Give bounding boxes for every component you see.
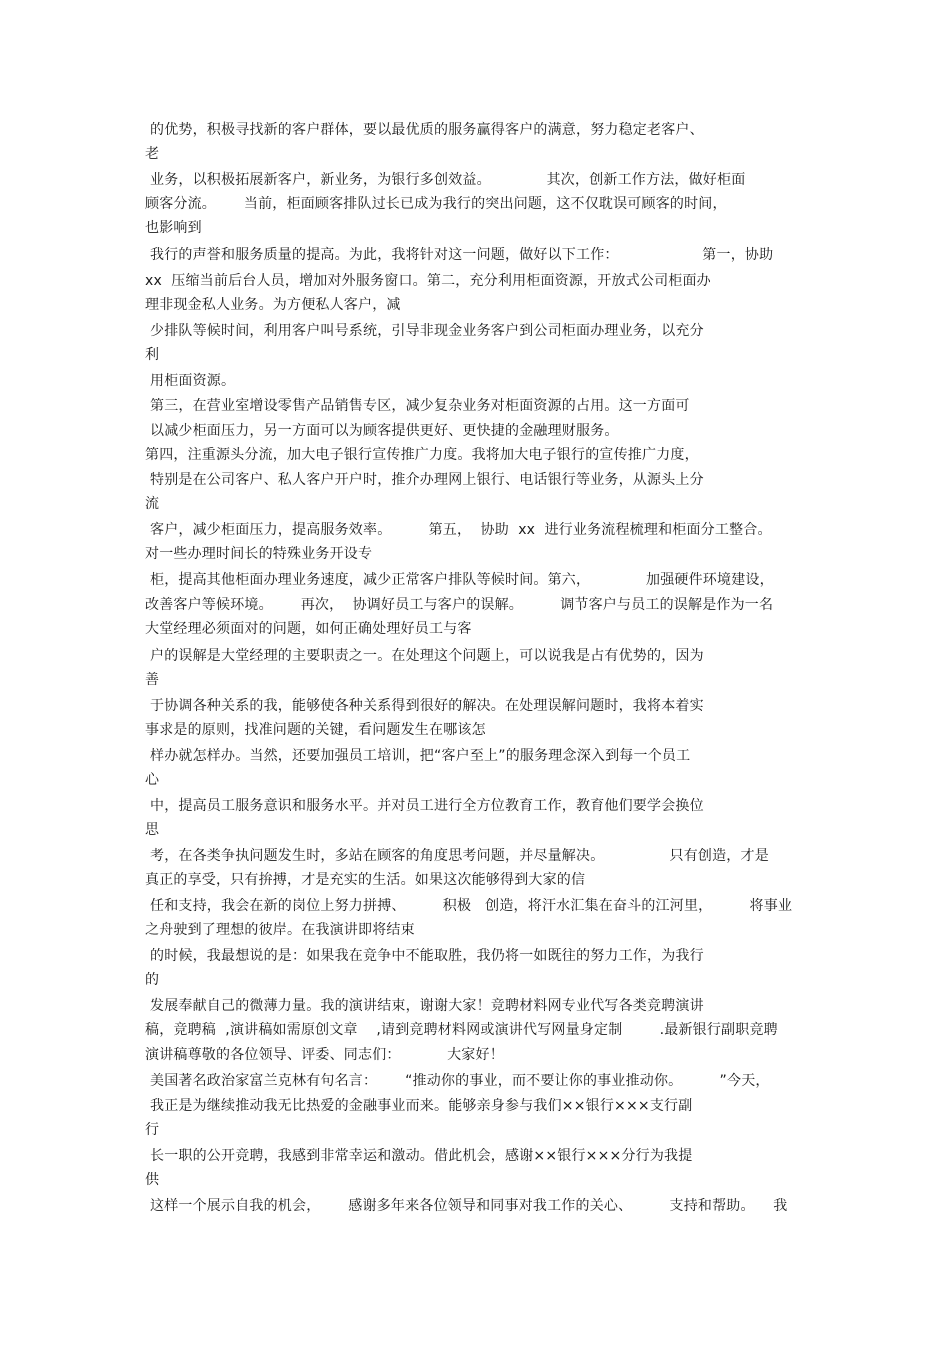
text-line-28: 中，提高员工服务意识和服务水平。并对员工进行全方位教育工作，教育他们要学会换位 bbox=[150, 798, 704, 814]
text-line-10: 利 bbox=[145, 347, 160, 363]
text-line-30: 考，在各类争执问题发生时，多站在顾客的角度思考问题，并尽量解决。 只有创造，才是 bbox=[150, 848, 769, 864]
text-line-7: xx 压缩当前后台人员，增加对外服务窗口。第二，充分利用柜面资源，开放式公司柜面办 bbox=[145, 273, 711, 289]
text-line-6: 我行的声誉和服务质量的提高。为此，我将针对这一问题，做好以下工作： 第一，协助 bbox=[150, 247, 774, 263]
text-line-1: 的优势，积极寻找新的客户群体，要以最优质的服务赢得客户的满意，努力稳定老客户、 bbox=[150, 122, 704, 138]
text-line-27: 心 bbox=[145, 772, 160, 788]
text-line-24: 于协调各种关系的我，能够使各种关系得到很好的解决。在处理误解问题时，我将本着实 bbox=[150, 698, 704, 714]
text-line-2: 老 bbox=[145, 146, 160, 162]
text-line-13: 以减少柜面压力，另一方面可以为顾客提供更好、更快捷的金融理财服务。 bbox=[150, 423, 619, 439]
text-line-5: 也影响到 bbox=[145, 220, 202, 236]
text-line-32: 任和支持，我会在新的岗位上努力拼搏、 积极 创造，将汗水汇集在奋斗的江河里， 将事业 bbox=[150, 898, 793, 914]
text-line-23: 善 bbox=[145, 672, 160, 688]
text-line-43: 供 bbox=[145, 1172, 160, 1188]
text-line-9: 少排队等候时间，利用客户叫号系统，引导非现金业务客户到公司柜面办理业务，以充分 bbox=[150, 323, 704, 339]
text-line-39: 美国著名政治家富兰克林有句名言： “推动你的事业，而不要让你的事业推动你。 ”今天， bbox=[150, 1073, 770, 1089]
text-line-42: 长一职的公开竞聘，我感到非常幸运和激动。借此机会，感谢××银行×××分行为我提 bbox=[150, 1148, 693, 1164]
text-line-12: 第三，在营业室增设零售产品销售专区，减少复杂业务对柜面资源的占用。这一方面可 bbox=[150, 398, 690, 414]
text-line-22: 户的误解是大堂经理的主要职责之一。在处理这个问题上，可以说我是占有优势的，因为 bbox=[150, 648, 704, 664]
text-line-33: 之舟驶到了理想的彼岸。在我演讲即将结束 bbox=[145, 922, 415, 938]
text-line-25: 事求是的原则，找准问题的关键，看问题发生在哪该怎 bbox=[145, 722, 486, 738]
text-line-41: 行 bbox=[145, 1122, 160, 1138]
text-line-16: 流 bbox=[145, 496, 160, 512]
text-line-20: 改善客户等候环境。 再次， 协调好员工与客户的误解。 调节客户与员工的误解是作为一名 bbox=[145, 597, 774, 613]
text-line-29: 思 bbox=[145, 822, 160, 838]
text-line-38: 演讲稿尊敬的各位领导、评委、同志们： 大家好！ bbox=[145, 1047, 504, 1063]
text-line-37: 稿，竞聘稿 ,演讲稿如需原创文章 ,请到竞聘材料网或演讲代写网量身定制 .最新银行副职竞聘 bbox=[145, 1022, 778, 1038]
text-line-11: 用柜面资源。 bbox=[150, 373, 236, 389]
text-line-8: 理非现金私人业务。为方便私人客户，减 bbox=[145, 297, 401, 313]
text-line-19: 柜，提高其他柜面办理业务速度，减少正常客户排队等候时间。第六， 加强硬件环境建设， bbox=[150, 572, 774, 588]
text-line-14: 第四，注重源头分流，加大电子银行宣传推广力度。我将加大电子银行的宣传推广力度， bbox=[145, 447, 699, 463]
text-line-44: 这样一个展示自我的机会， 感谢多年来各位领导和同事对我工作的关心、 支持和帮助。 我 bbox=[150, 1198, 788, 1214]
text-line-26: 样办就怎样办。当然，还要加强员工培训，把“客户至上”的服务理念深入到每一个员工 bbox=[150, 748, 691, 764]
text-line-31: 真正的享受，只有拚搏，才是充实的生活。如果这次能够得到大家的信 bbox=[145, 872, 586, 888]
text-line-4: 顾客分流。 当前，柜面顾客排队过长已成为我行的突出问题，这不仅耽误可顾客的时间， bbox=[145, 196, 727, 212]
text-line-17: 客户，减少柜面压力，提高服务效率。 第五， 协助 xx 进行业务流程梳理和柜面分工整合。 bbox=[150, 522, 772, 538]
text-line-36: 发展奉献自己的微薄力量。我的演讲结束，谢谢大家！竞聘材料网专业代写各类竞聘演讲 bbox=[150, 998, 704, 1014]
text-line-15: 特别是在公司客户、私人客户开户时，推介办理网上银行、电话银行等业务，从源头上分 bbox=[150, 472, 704, 488]
text-line-40: 我正是为继续推动我无比热爱的金融事业而来。能够亲身参与我们××银行×××支行副 bbox=[150, 1098, 693, 1114]
text-line-3: 业务，以积极拓展新客户，新业务，为银行多创效益。 其次，创新工作方法，做好柜面 bbox=[150, 172, 746, 188]
text-line-21: 大堂经理必须面对的问题，如何正确处理好员工与客 bbox=[145, 621, 472, 637]
text-line-34: 的时候，我最想说的是：如果我在竞争中不能取胜，我仍将一如既往的努力工作，为我行 bbox=[150, 948, 704, 964]
text-line-18: 对一些办理时间长的特殊业务开设专 bbox=[145, 546, 373, 562]
text-line-35: 的 bbox=[145, 972, 160, 988]
